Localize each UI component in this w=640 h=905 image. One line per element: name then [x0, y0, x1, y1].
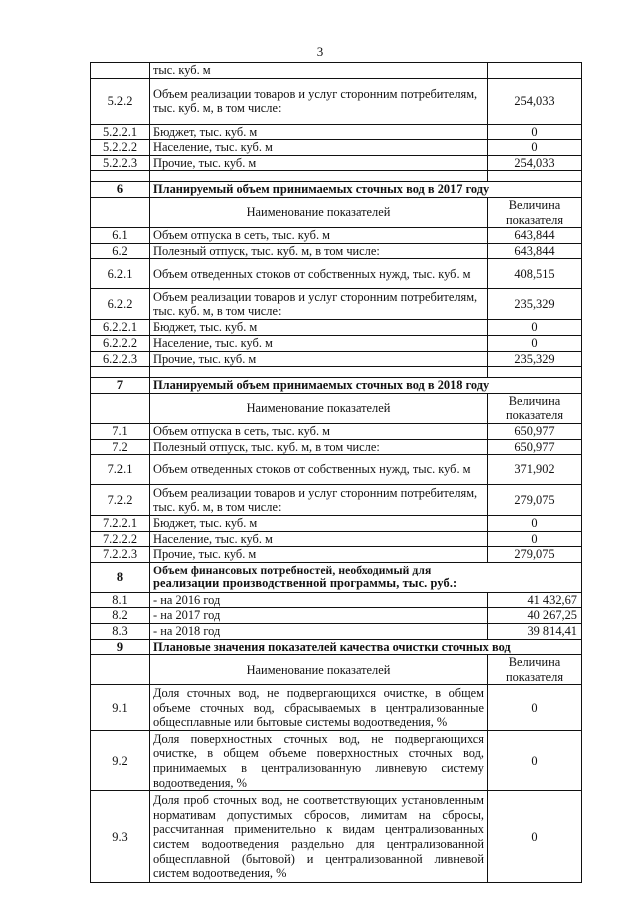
- section-title: Планируемый объем принимаемых сточных вод в 2017 году: [150, 182, 582, 198]
- section-header-row: [91, 182, 582, 198]
- table-row: [91, 423, 582, 439]
- row-number: [91, 63, 150, 79]
- table-row: [91, 124, 582, 140]
- row-name: Объем реализации товаров и услуг сторонним потребителям, тыс. куб. м, в том числе:: [150, 78, 488, 124]
- row-name: Бюджет, тыс. куб. м: [150, 320, 488, 336]
- row-name: Объем реализации товаров и услуг сторонним потребителям, тыс. куб. м, в том числе:: [150, 485, 488, 516]
- section-title-line2: реализации производственной программы, тыс. руб.:: [153, 576, 458, 591]
- table-row: [91, 320, 582, 336]
- table-row: [91, 243, 582, 259]
- row-number: 6.1: [91, 228, 150, 244]
- row-number: 5.2.2.2: [91, 140, 150, 156]
- row-number: 8.3: [91, 624, 150, 640]
- section-header-row: [91, 378, 582, 394]
- table-row: [91, 608, 582, 624]
- row-name: - на 2017 год: [150, 608, 488, 624]
- row-value: 650,977: [488, 423, 582, 439]
- row-number: 5.2.2.1: [91, 124, 150, 140]
- row-value: 40 267,25: [488, 608, 582, 624]
- section-header-row: [91, 562, 582, 592]
- row-number: 5.2.2: [91, 78, 150, 124]
- table-row: [91, 228, 582, 244]
- section-number: 8: [91, 562, 150, 592]
- row-name: Полезный отпуск, тыс. куб. м, в том числе:: [150, 243, 488, 259]
- row-number: 9.2: [91, 731, 150, 791]
- row-value: 371,902: [488, 455, 582, 485]
- row-value: 0: [488, 531, 582, 547]
- row-name: Объем реализации товаров и услуг сторонним потребителям, тыс. куб. м, в том числе:: [150, 289, 488, 320]
- row-number: 7.2: [91, 439, 150, 455]
- row-value: 235,329: [488, 351, 582, 367]
- row-value: 254,033: [488, 78, 582, 124]
- table-row: [91, 63, 582, 79]
- page-number: 3: [316, 44, 324, 59]
- header-value: Величина показателя: [488, 393, 582, 423]
- row-value: 0: [488, 320, 582, 336]
- row-number: 8.2: [91, 608, 150, 624]
- row-name: Объем отпуска в сеть, тыс. куб. м: [150, 228, 488, 244]
- row-value: 0: [488, 140, 582, 156]
- table-row: [91, 592, 582, 608]
- row-name: Доля проб сточных вод, не соответствующих установленным нормативам допустимых сбросов, лимитам на сбросы, рассчитанная применительно к видам централизованных систем водоотведения раздельно для централизованной общесплавной (бытовой) и централизованной ливневой систем водоотведения, %: [150, 791, 488, 883]
- table-row: [91, 731, 582, 791]
- row-name: - на 2016 год: [150, 592, 488, 608]
- row-value: 643,844: [488, 228, 582, 244]
- table-row: [91, 439, 582, 455]
- row-number: 7.2.2.2: [91, 531, 150, 547]
- row-name: Бюджет, тыс. куб. м: [150, 124, 488, 140]
- table-row: [91, 455, 582, 485]
- row-name: Прочие, тыс. куб. м: [150, 547, 488, 563]
- section-number: 9: [91, 639, 150, 655]
- row-name: Доля поверхностных сточных вод, не подвергающихся очистке, в общем объеме поверхностных сточных вод, принимаемых в централизованную ливневую систему водоотведения, %: [150, 731, 488, 791]
- table-row: [91, 547, 582, 563]
- table-row: [91, 140, 582, 156]
- section-number: 6: [91, 182, 150, 198]
- row-value: 235,329: [488, 289, 582, 320]
- table-row: [91, 335, 582, 351]
- table-row: [91, 791, 582, 883]
- row-value: [488, 63, 582, 79]
- row-value: 0: [488, 335, 582, 351]
- column-header-row: [91, 197, 582, 227]
- blank-row: [91, 367, 582, 378]
- column-header-row: [91, 393, 582, 423]
- table-row: [91, 531, 582, 547]
- row-value: 39 814,41: [488, 624, 582, 640]
- row-value: 650,977: [488, 439, 582, 455]
- row-value: 0: [488, 516, 582, 532]
- table-row: [91, 155, 582, 171]
- row-number: 6.2.2: [91, 289, 150, 320]
- row-number: 7.2.2.1: [91, 516, 150, 532]
- row-name: Население, тыс. куб. м: [150, 531, 488, 547]
- row-number: 7.2.2: [91, 485, 150, 516]
- section-header-row: [91, 639, 582, 655]
- table-row: [91, 516, 582, 532]
- row-number: 7.1: [91, 423, 150, 439]
- row-value: 0: [488, 124, 582, 140]
- table-row: [91, 78, 582, 124]
- row-value: 0: [488, 685, 582, 731]
- header-name: Наименование показателей: [150, 197, 488, 227]
- row-name: тыс. куб. м: [150, 63, 488, 79]
- row-value: 254,033: [488, 155, 582, 171]
- table-row: [91, 624, 582, 640]
- row-value: 279,075: [488, 485, 582, 516]
- table-row: [91, 259, 582, 289]
- row-name: Объем отпуска в сеть, тыс. куб. м: [150, 423, 488, 439]
- section-number: 7: [91, 378, 150, 394]
- header-name: Наименование показателей: [150, 393, 488, 423]
- row-number: 6.2.2.3: [91, 351, 150, 367]
- table-row: [91, 485, 582, 516]
- row-number: 9.1: [91, 685, 150, 731]
- table-row: [91, 289, 582, 320]
- table-row: [91, 685, 582, 731]
- row-number: 7.2.1: [91, 455, 150, 485]
- row-number: 8.1: [91, 592, 150, 608]
- row-value: 41 432,67: [488, 592, 582, 608]
- row-number: 9.3: [91, 791, 150, 883]
- row-name: Полезный отпуск, тыс. куб. м, в том числе:: [150, 439, 488, 455]
- table-row: [91, 351, 582, 367]
- row-number: 5.2.2.3: [91, 155, 150, 171]
- row-value: 0: [488, 731, 582, 791]
- row-name: Объем отведенных стоков от собственных нужд, тыс. куб. м: [150, 455, 488, 485]
- row-name: Прочие, тыс. куб. м: [150, 351, 488, 367]
- row-name: Население, тыс. куб. м: [150, 335, 488, 351]
- header-value: Величина показателя: [488, 197, 582, 227]
- section-title: Плановые значения показателей качества очистки сточных вод: [150, 639, 582, 655]
- row-value: 0: [488, 791, 582, 883]
- row-number: 6.2.2.2: [91, 335, 150, 351]
- row-name: - на 2018 год: [150, 624, 488, 640]
- row-value: 408,515: [488, 259, 582, 289]
- row-name: Объем отведенных стоков от собственных нужд, тыс. куб. м: [150, 259, 488, 289]
- header-value: Величина показателя: [488, 655, 582, 685]
- row-name: Бюджет, тыс. куб. м: [150, 516, 488, 532]
- row-number: 7.2.2.3: [91, 547, 150, 563]
- section-title: [150, 562, 582, 592]
- row-number: 6.2: [91, 243, 150, 259]
- row-value: 643,844: [488, 243, 582, 259]
- row-number: 6.2.1: [91, 259, 150, 289]
- section-title: Планируемый объем принимаемых сточных вод в 2018 году: [150, 378, 582, 394]
- row-name: Доля сточных вод, не подвергающихся очистке, в общем объеме сточных вод, сбрасываемых в централизованные общесплавные или бытовые системы водоотведения, %: [150, 685, 488, 731]
- section-title-line1: Объем финансовых потребностей, необходимый для: [153, 563, 432, 577]
- column-header-row: [91, 655, 582, 685]
- row-name: Прочие, тыс. куб. м: [150, 155, 488, 171]
- header-name: Наименование показателей: [150, 655, 488, 685]
- row-value: 279,075: [488, 547, 582, 563]
- indicators-table: [90, 62, 582, 883]
- blank-row: [91, 171, 582, 182]
- row-number: 6.2.2.1: [91, 320, 150, 336]
- row-name: Население, тыс. куб. м: [150, 140, 488, 156]
